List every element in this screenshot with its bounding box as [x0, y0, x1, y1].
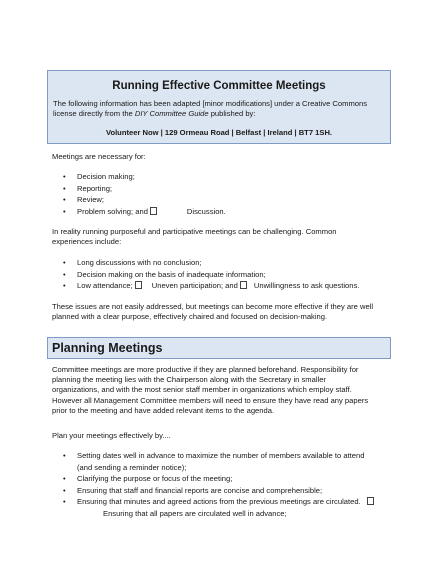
list-item — [63, 497, 393, 509]
section-heading: Planning Meetings — [52, 341, 163, 355]
list-item-text: Uneven participation; and — [151, 281, 238, 290]
list-item: • Ensuring that staff and financial reports are concise and comprehensible; — [63, 486, 393, 498]
list-item-text: Low attendance; — [77, 281, 133, 290]
list-item: • Clarifying the purpose or focus of the meeting; — [63, 474, 393, 486]
checkbox-glyph-icon — [240, 281, 247, 289]
paragraph-line: However all Management Committee members will need to ensure they have read any papers — [52, 395, 369, 405]
closing-line: planned with a clear purpose, effectively chaired and focused on decision-making. — [52, 312, 328, 322]
checkbox-glyph-icon — [135, 281, 142, 289]
document-title: Running Effective Committee Meetings — [112, 80, 326, 92]
list-item: • Review; — [63, 195, 393, 207]
intro-line-2 — [53, 109, 387, 119]
paragraph-line: Committee meetings are more productive if they are planned beforehand. Responsibility for — [52, 365, 359, 374]
necessity-list — [63, 172, 393, 218]
header-box — [47, 70, 391, 144]
list-item-text: Unwillingness to ask questions. — [253, 281, 360, 290]
planning-paragraph — [52, 365, 392, 416]
list-item — [63, 281, 393, 293]
intro-text-suffix: published by: — [208, 109, 256, 119]
guide-title: DIY Committee Guide — [134, 109, 209, 119]
paragraph-line: planning the meeting lies with the Chairperson along with the Secretary in smaller — [52, 375, 326, 385]
section2-closing — [52, 302, 392, 322]
plan-lead: Plan your meetings effectively by.... — [52, 431, 171, 440]
planning-list — [63, 451, 393, 509]
list-item-continuation: (and sending a reminder notice); — [77, 462, 187, 472]
last-list-line: Ensuring that all papers are circulated well in advance; — [103, 509, 287, 518]
intro-text — [53, 99, 387, 119]
list-item: • Decision making; — [63, 172, 393, 184]
section2-lead-line: In reality running purposeful and participative meetings can be challenging. Common — [52, 227, 337, 236]
checkbox-glyph-icon — [150, 207, 157, 215]
paragraph-line: prior to the meeting and have added relevant items to the agenda. — [52, 405, 275, 415]
list-item-text: Ensuring that minutes and agreed actions from the previous meetings are circulated. — [77, 497, 361, 506]
list-item-text: Setting dates well in advance to maximize the number of members available to attend — [77, 451, 365, 460]
paragraph-line: organizations, and with the most senior staff member in organizations which employ staff. — [52, 385, 352, 395]
challenges-list — [63, 258, 393, 293]
list-item: • Reporting; — [63, 184, 393, 196]
list-item-text: Discussion. — [186, 206, 226, 216]
checkbox-glyph-icon — [367, 497, 374, 505]
list-item: • Decision making on the basis of inadequate information; — [63, 270, 393, 282]
publisher-credit: Volunteer Now | 129 Ormeau Road | Belfast | Ireland | BT7 1SH. — [105, 128, 333, 137]
section1-lead: Meetings are necessary for: — [52, 152, 146, 161]
list-item — [63, 207, 393, 219]
list-item-text: Problem solving; and — [77, 206, 148, 216]
intro-text-prefix: license directly from the — [53, 109, 135, 119]
section2-lead — [52, 227, 392, 247]
list-item — [63, 451, 393, 463]
section-heading-box — [47, 337, 391, 359]
list-item: • Long discussions with no conclusion; — [63, 258, 393, 270]
section2-lead-line: experiences include: — [52, 237, 122, 247]
intro-line-1: The following information has been adapted [minor modifications] under a Creative Commons — [53, 99, 368, 108]
closing-line: These issues are not easily addressed, but meetings can become more effective if they are well — [52, 302, 374, 311]
